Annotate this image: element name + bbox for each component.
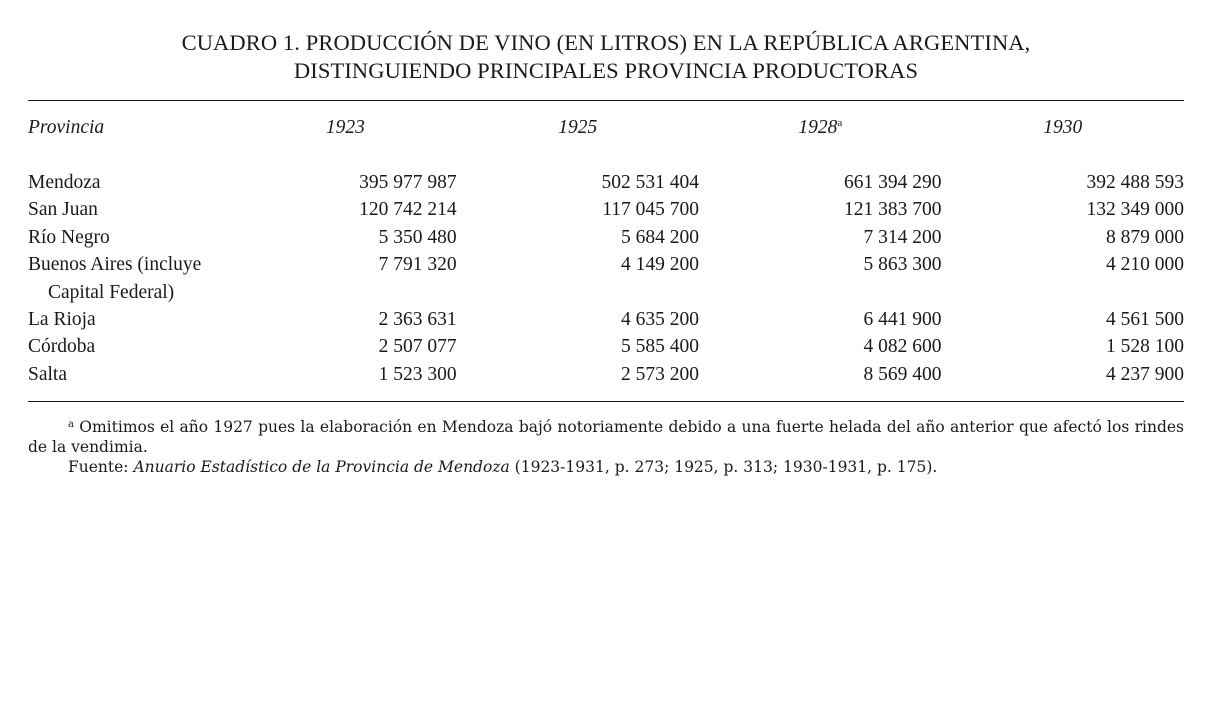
value-1930: 4 210 000 (1106, 254, 1184, 276)
footnote (28, 417, 1184, 457)
value-1923: 395 977 987 (359, 172, 457, 193)
value-1923: 2 507 077 (378, 336, 457, 358)
value-1925: 502 531 404 (601, 172, 700, 193)
value-1925: 5 684 200 (621, 226, 700, 248)
header-year-1928-label: 1928 (798, 117, 838, 138)
value-1923: 7 791 320 (378, 254, 457, 276)
value-1925: 5 585 400 (621, 336, 700, 358)
footnote-text: Omitimos el año 1927 pues la elaboración en Mendoza bajó notoriamente debido a una fuerte helada del año anterior que afectó los rindes de la vendimia. (28, 418, 1184, 457)
province-name: Río Negro (28, 226, 110, 248)
source-label: Fuente: (68, 458, 129, 477)
header-footnote-marker: a (837, 117, 843, 129)
value-1923: 5 350 480 (378, 226, 457, 248)
value-1923: 2 363 631 (378, 309, 457, 331)
province-name-continuation: Capital Federal) (48, 281, 175, 303)
value-1928: 5 863 300 (863, 254, 942, 276)
value-1925: 2 573 200 (621, 363, 700, 385)
table-header-row (28, 101, 1184, 155)
table-row (28, 306, 1184, 333)
value-1930: 8 879 000 (1106, 226, 1184, 248)
province-name: Buenos Aires (incluye (28, 254, 202, 276)
table-row (28, 361, 1184, 388)
table-row (28, 224, 1184, 251)
province-name: Córdoba (28, 336, 96, 358)
value-1925: 117 045 700 (602, 199, 700, 221)
value-1930: 4 561 500 (1106, 309, 1184, 331)
source-detail: (1923-1931, p. 273; 1925, p. 313; 1930-1931, p. 175). (514, 458, 938, 477)
header-year-1925: 1925 (558, 117, 598, 138)
province-name: La Rioja (28, 309, 96, 331)
value-1923: 120 742 214 (359, 199, 457, 221)
table-row (28, 196, 1184, 223)
wine-production-table (28, 101, 1184, 388)
header-province: Provincia (28, 117, 105, 138)
header-spacer (28, 155, 1184, 169)
value-1930: 132 349 000 (1086, 199, 1184, 221)
source-note (28, 457, 1184, 477)
table-row (28, 333, 1184, 360)
table-title-line-1: CUADRO 1. PRODUCCIÓN DE VINO (EN LITROS) EN LA REPÚBLICA ARGENTINA, (181, 30, 1031, 55)
value-1928: 4 082 600 (863, 336, 942, 358)
source-title: Anuario Estadístico de la Provincia de Mendoza (133, 458, 510, 477)
header-year-1928 (699, 101, 941, 155)
province-name: Salta (28, 363, 67, 385)
table-title-line-2: DISTINGUIENDO PRINCIPALES PROVINCIA PRODUCTORAS (293, 58, 919, 83)
value-1925: 4 635 200 (621, 309, 700, 331)
table-row-continuation (28, 279, 1184, 306)
value-1930: 4 237 900 (1106, 363, 1184, 385)
value-1928: 7 314 200 (863, 226, 942, 248)
value-1928: 6 441 900 (863, 309, 942, 331)
value-1930: 392 488 593 (1086, 172, 1184, 193)
province-name: Mendoza (28, 172, 101, 193)
table-row (28, 251, 1184, 278)
value-1928: 8 569 400 (863, 363, 942, 385)
value-1928: 661 394 290 (843, 172, 942, 193)
footnote-marker: a (68, 419, 74, 431)
table-bottom-rule (28, 401, 1184, 402)
table-title (28, 0, 1184, 85)
header-year-1930: 1930 (1043, 117, 1083, 138)
value-1925: 4 149 200 (621, 254, 700, 276)
value-1928: 121 383 700 (843, 199, 942, 221)
table-notes (28, 417, 1184, 477)
document-page (28, 0, 1184, 477)
value-1923: 1 523 300 (378, 363, 457, 385)
province-name: San Juan (28, 199, 98, 221)
value-1930: 1 528 100 (1106, 336, 1184, 358)
header-year-1923: 1923 (325, 117, 365, 138)
table-row (28, 169, 1184, 196)
